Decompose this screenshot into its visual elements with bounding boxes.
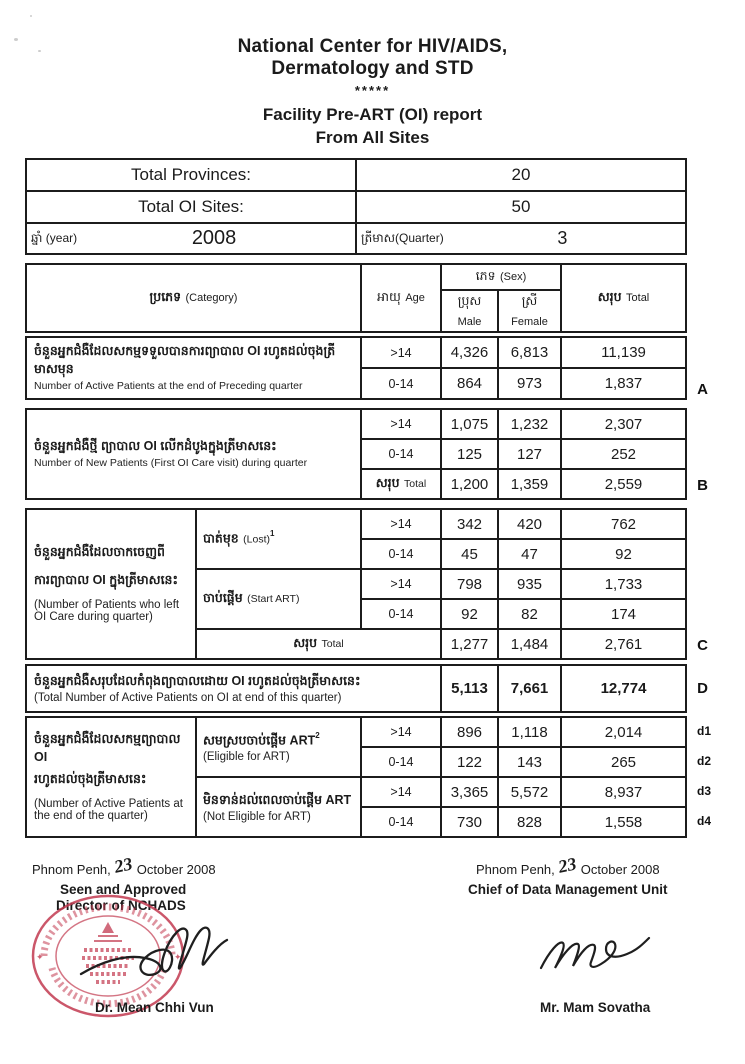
age-cell: >14: [361, 337, 441, 368]
male-value: 125: [441, 439, 498, 469]
total-value: 8,937: [561, 777, 686, 807]
total-value: 1,733: [561, 569, 686, 599]
total-value: 2,761: [561, 629, 686, 659]
female-value: 1,118: [498, 717, 561, 747]
category-kh-line1: ចំនួនអ្នកជំងឺដែលចាកចេញពី: [34, 545, 165, 560]
sub-label-kh: ចាប់ផ្ដើម: [203, 591, 243, 606]
sex-header-en: (Sex): [500, 271, 527, 284]
row-marker-d2: d2: [696, 754, 711, 769]
approval-line2: Director of NCHADS: [56, 898, 186, 914]
category-kh-line2: រហូតដល់ចុងត្រីមាសនេះ: [34, 772, 147, 787]
total-row-label: [361, 469, 441, 499]
col-header-age: [361, 264, 441, 332]
document-header: [0, 0, 745, 148]
male-header-en: Male: [457, 316, 482, 329]
total-header-en: Total: [626, 292, 650, 305]
scan-speck: [30, 15, 32, 17]
subcategory-lost: [196, 509, 361, 569]
subcategory-start-art: [196, 569, 361, 629]
footnote-sup: 1: [270, 529, 275, 539]
sub-label-en: (Eligible for ART): [203, 751, 290, 764]
total-value: 1,558: [561, 807, 686, 837]
quarter-label-en: (Quarter): [395, 230, 444, 245]
age-cell: >14: [361, 717, 441, 747]
male-value: 3,365: [441, 777, 498, 807]
category-kh: ចំនួនអ្នកជំងឺថ្មី ព្យាបាល OI លើកដំបូងក្នុងត្រីមាសនេះ: [34, 439, 277, 454]
total-value: 252: [561, 439, 686, 469]
age-cell: >14: [361, 409, 441, 439]
right-title: Chief of Data Management Unit: [468, 882, 668, 898]
org-title-line2: Dermatology and STD: [271, 58, 474, 80]
scan-speck: [14, 38, 18, 41]
section-b: [25, 408, 708, 500]
year-label-kh: ឆ្នាំ: [31, 230, 43, 245]
table-row: [26, 717, 686, 747]
scan-speck: [38, 50, 41, 52]
age-cell: >14: [361, 509, 441, 539]
male-header-kh: ប្រុស: [457, 294, 482, 309]
total-provinces-value: 20: [356, 159, 686, 191]
director-signature-icon: [73, 912, 263, 1012]
total-value: 12,774: [561, 665, 686, 712]
total-value: 2,014: [561, 717, 686, 747]
female-value: 6,813: [498, 337, 561, 368]
category-cell-b: [26, 409, 361, 499]
left-signatory-name: Dr. Mean Chhi Vun: [95, 1000, 214, 1016]
year-value: 2008: [191, 227, 237, 250]
total-value: 2,559: [561, 469, 686, 499]
org-title-line1: National Center for HIV/AIDS,: [237, 36, 508, 57]
female-value: 973: [498, 368, 561, 399]
table-row: [26, 223, 686, 254]
subcategory-not-eligible: [196, 777, 361, 837]
male-value: 864: [441, 368, 498, 399]
right-month-year: October 2008: [580, 862, 660, 878]
chief-signature-icon: [535, 916, 655, 986]
age-header-kh: អាយុ: [377, 290, 401, 305]
table-row: [26, 159, 686, 191]
category-cell-e: [26, 717, 196, 837]
category-en: (Total Number of Active Patients on OI at end of this quarter): [34, 691, 342, 704]
male-value: 92: [441, 599, 498, 629]
category-cell-c: [26, 509, 196, 659]
section-c: [25, 508, 708, 660]
male-value: 1,277: [441, 629, 498, 659]
male-value: 4,326: [441, 337, 498, 368]
report-scope: From All Sites: [315, 128, 430, 148]
total-value: 92: [561, 539, 686, 569]
total-label-kh: សរុប: [375, 476, 400, 491]
age-cell: 0-14: [361, 368, 441, 399]
category-cell-a: [26, 337, 361, 399]
summary-info-table: [25, 158, 687, 255]
age-cell: 0-14: [361, 747, 441, 777]
row-marker-a: A: [697, 381, 708, 399]
right-handwritten-day: 23: [556, 853, 578, 877]
left-place: Phnom Penh,: [32, 862, 111, 878]
category-en: (Number of Patients who left OI Care during quarter): [34, 599, 180, 624]
male-value: 122: [441, 747, 498, 777]
total-oi-sites-value: 50: [356, 191, 686, 223]
category-cell-d: [26, 665, 441, 712]
male-value: 1,075: [441, 409, 498, 439]
report-title: Facility Pre-ART (OI) report: [262, 105, 483, 125]
sub-label-en: (Start ART): [247, 593, 300, 606]
female-value: 7,661: [498, 665, 561, 712]
category-en: (Number of Active Patients at the end of the quarter): [34, 798, 183, 823]
quarter-label-kh: ត្រីមាស: [361, 230, 396, 245]
age-cell: 0-14: [361, 539, 441, 569]
section-d: [25, 664, 708, 713]
right-place: Phnom Penh,: [476, 862, 555, 878]
row-marker-b: B: [697, 477, 708, 495]
table-row: [26, 665, 686, 712]
right-signature-block: [468, 853, 668, 898]
total-header-kh: សរុប: [597, 290, 622, 305]
table-row: [26, 409, 686, 439]
total-label-en: Total: [404, 478, 427, 491]
row-marker-d3: d3: [696, 784, 711, 799]
age-cell: >14: [361, 569, 441, 599]
category-header-en: (Category): [185, 292, 238, 305]
total-provinces-label: Total Provinces:: [26, 159, 356, 191]
total-value: 174: [561, 599, 686, 629]
total-value: 1,837: [561, 368, 686, 399]
category-kh: ចំនួនអ្នកជំងឺដែលសកម្មទទួលបានការព្យាបាល OI រហូតដល់ចុងត្រីមាសមុន: [34, 344, 336, 377]
female-value: 127: [498, 439, 561, 469]
total-value: 762: [561, 509, 686, 539]
signature-footer: [0, 854, 745, 1064]
male-value: 798: [441, 569, 498, 599]
quarter-cell: [356, 223, 686, 254]
male-value: 730: [441, 807, 498, 837]
row-marker-c: C: [697, 637, 708, 655]
sub-label-kh: មិនទាន់ដល់ពេលចាប់ផ្ដើម ART: [203, 793, 352, 808]
female-header-en: Female: [511, 316, 548, 329]
table-row: [26, 509, 686, 539]
male-value: 5,113: [441, 665, 498, 712]
age-cell: 0-14: [361, 439, 441, 469]
col-header-total: [561, 264, 686, 332]
total-value: 2,307: [561, 409, 686, 439]
female-value: 1,484: [498, 629, 561, 659]
female-value: 420: [498, 509, 561, 539]
sub-label-en: (Lost): [243, 533, 271, 546]
row-marker-d1: d1: [696, 724, 711, 739]
right-signatory-name: Mr. Mam Sovatha: [540, 1000, 651, 1016]
female-value: 82: [498, 599, 561, 629]
total-row-label: [196, 629, 441, 659]
svg-text:✦: ✦: [174, 952, 182, 963]
category-en: Number of New Patients (First OI Care visit) during quarter: [34, 457, 308, 470]
male-value: 896: [441, 717, 498, 747]
female-value: 935: [498, 569, 561, 599]
male-value: 45: [441, 539, 498, 569]
table-row: [26, 264, 686, 290]
category-kh-line1: ចំនួនអ្នកជំងឺដែលសកម្មព្យាបាល OI: [34, 732, 181, 765]
total-value: 11,139: [561, 337, 686, 368]
sex-header-kh: ភេទ: [475, 269, 496, 284]
male-value: 1,200: [441, 469, 498, 499]
male-value: 342: [441, 509, 498, 539]
total-label-kh: សរុប: [293, 636, 318, 651]
footnote-sup: 2: [315, 731, 320, 741]
year-label-en: (year): [45, 230, 78, 245]
age-cell: 0-14: [361, 599, 441, 629]
total-value: 265: [561, 747, 686, 777]
female-value: 828: [498, 807, 561, 837]
left-month-year: October 2008: [136, 862, 216, 878]
year-cell: [26, 223, 356, 254]
left-handwritten-day: 23: [112, 853, 134, 877]
row-marker-d: D: [697, 680, 708, 698]
female-value: 47: [498, 539, 561, 569]
category-kh: ចំនួនអ្នកជំងឺសរុបដែលកំពុងព្យាបាលដោយ OI រហូតដល់ចុងត្រីមាសនេះ: [34, 673, 361, 688]
female-value: 1,359: [498, 469, 561, 499]
table-row: [26, 337, 686, 368]
category-header-kh: ប្រភេទ: [149, 290, 182, 305]
divider-stars: *****: [354, 82, 391, 98]
age-header-en: Age: [405, 292, 425, 305]
approval-line1: Seen and Approved: [60, 882, 187, 898]
subcategory-eligible: [196, 717, 361, 777]
table-row: [26, 191, 686, 223]
age-cell: 0-14: [361, 807, 441, 837]
sub-label-en: (Not Eligible for ART): [203, 811, 311, 824]
col-header-category: [26, 264, 361, 332]
section-a: [25, 336, 708, 400]
svg-text:✦: ✦: [36, 952, 44, 963]
row-marker-d4: d4: [696, 814, 711, 829]
quarter-value: 3: [557, 228, 568, 249]
sub-label-kh: សមស្របចាប់ផ្ដើម ART: [203, 733, 316, 748]
main-table-header: [25, 263, 685, 333]
category-en: Number of Active Patients at the end of Preceding quarter: [34, 380, 303, 393]
female-header-kh: ស្រី: [521, 294, 538, 309]
section-d1-d4: [25, 716, 711, 838]
female-value: 1,232: [498, 409, 561, 439]
col-header-female: [498, 290, 561, 332]
col-header-sex: [441, 264, 561, 290]
female-value: 5,572: [498, 777, 561, 807]
category-kh-line2: ការព្យាបាល OI ក្នុងត្រីមាសនេះ: [34, 573, 178, 588]
female-value: 143: [498, 747, 561, 777]
total-label-en: Total: [321, 638, 344, 651]
sub-label-kh: បាត់មុខ: [203, 531, 239, 546]
col-header-male: [441, 290, 498, 332]
total-oi-sites-label: Total OI Sites:: [26, 191, 356, 223]
age-cell: >14: [361, 777, 441, 807]
